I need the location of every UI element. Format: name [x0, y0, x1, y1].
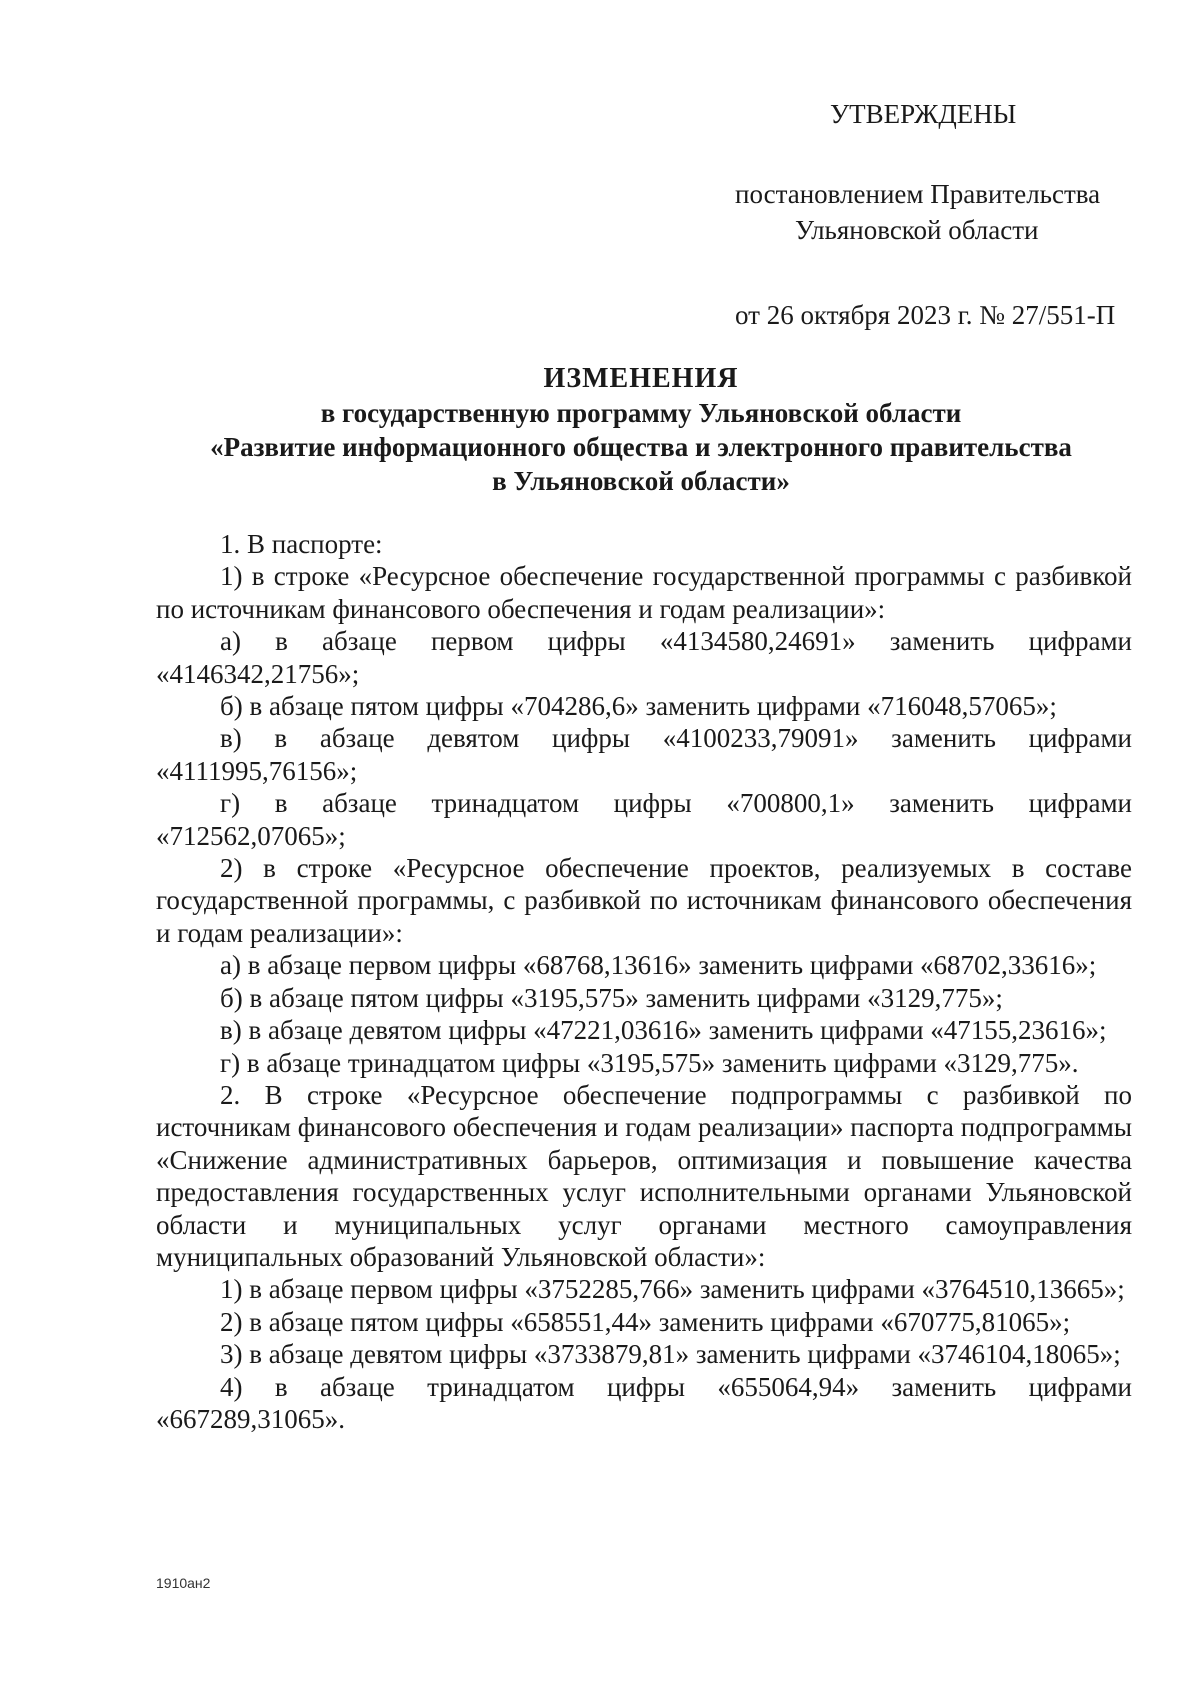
paragraph: а) в абзаце первом цифры «4134580,24691» заменить цифрами «4146342,21756»;: [156, 626, 1132, 689]
paragraph: 1. В паспорте:: [220, 529, 383, 559]
paragraph: а) в абзаце первом цифры «68768,13616» заменить цифрами «68702,33616»;: [220, 950, 1097, 981]
title-main: ИЗМЕНЕНИЯ: [543, 363, 739, 394]
paragraph: 2) в абзаце пятом цифры «658551,44» заменить цифрами «670775,81065»;: [220, 1306, 1071, 1337]
paragraph: г) в абзаце тринадцатом цифры «3195,575» заменить цифрами «3129,775».: [220, 1047, 1079, 1078]
approval-heading: УТВЕРЖДЕНЫ: [830, 99, 1017, 129]
approval-stamp: [735, 96, 1155, 333]
paragraph: 4) в абзаце тринадцатом цифры «655064,94» заменить цифрами «667289,31065».: [156, 1371, 1132, 1434]
paragraph: б) в абзаце пятом цифры «3195,575» заменить цифрами «3129,775»;: [220, 982, 1003, 1013]
approval-line-2: Ульяновской области: [795, 215, 1039, 245]
title-line-3: в Ульяновской области»: [492, 466, 790, 496]
approval-line-1: постановлением Правительства: [735, 179, 1101, 209]
paragraph: в) в абзаце девятом цифры «47221,03616» заменить цифрами «47155,23616»;: [220, 1015, 1107, 1046]
paragraph: 2. В строке «Ресурсное обеспечение подпрограммы с разбивкой по источникам финансового обеспечения и годам реализации» паспорта подпрограммы «Снижение административных барьеров, оптимизация и повышение качества предоставления государственных услуг исполнительными органами Ульяновской области и муниципальных услуг органами местного самоуправления муниципальных образований Ульяновской области»:: [156, 1079, 1132, 1272]
paragraph: 2) в строке «Ресурсное обеспечение проектов, реализуемых в составе государственной программы, с разбивкой по источникам финансового обеспечения и годам реализации»:: [156, 853, 1132, 948]
title-line-1: в государственную программу Ульяновской области: [320, 398, 962, 428]
paragraph: 1) в абзаце первом цифры «3752285,766» заменить цифрами «3764510,13665»;: [220, 1274, 1125, 1305]
paragraph: 3) в абзаце девятом цифры «3733879,81» заменить цифрами «3746104,18065»;: [220, 1339, 1121, 1370]
paragraph: в) в абзаце девятом цифры «4100233,79091» заменить цифрами «4111995,76156»;: [156, 723, 1132, 786]
document-code: 1910ан2: [156, 1575, 211, 1591]
paragraph: 1) в строке «Ресурсное обеспечение государственной программы с разбивкой по источникам финансового обеспечения и годам реализации»:: [156, 561, 1132, 624]
document-title: [150, 362, 1132, 498]
paragraph: г) в абзаце тринадцатом цифры «700800,1» заменить цифрами «712562,07065»;: [156, 788, 1132, 851]
document-body: [156, 528, 1132, 1435]
approval-date: от 26 октября 2023 г. № 27/551-П: [735, 300, 1116, 330]
paragraph: б) в абзаце пятом цифры «704286,6» заменить цифрами «716048,57065»;: [220, 691, 1057, 722]
title-line-2: «Развитие информационного общества и электронного правительства: [210, 432, 1072, 462]
